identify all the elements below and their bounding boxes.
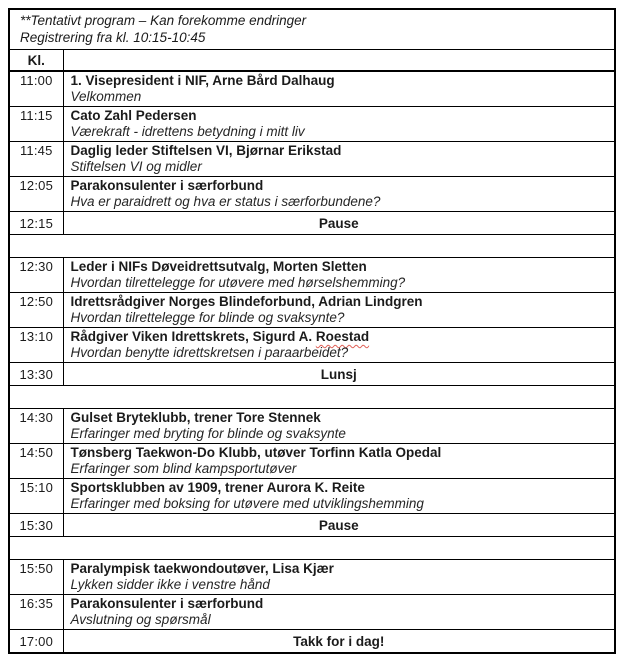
time-cell: 11:45 — [9, 142, 63, 177]
program-note-cell — [9, 9, 615, 50]
session-subtitle: Hva er paraidrett og hva er status i særforbundene? — [70, 193, 381, 209]
schedule-row-takk-1700 — [9, 630, 615, 654]
session-cell — [63, 293, 615, 328]
schedule-row-1510 — [9, 479, 615, 514]
time-cell: 12:50 — [9, 293, 63, 328]
session-cell — [63, 444, 615, 479]
schedule-row-1635 — [9, 595, 615, 630]
time-cell: 17:00 — [9, 630, 63, 654]
session-subtitle: Erfaringer som blind kampsportutøver — [70, 460, 297, 476]
schedule-row-1450 — [9, 444, 615, 479]
time-cell: 12:05 — [9, 177, 63, 212]
spacer-cell — [9, 537, 615, 560]
session-title: 1. Visepresident i NIF, Arne Bård Dalhaug — [70, 73, 335, 88]
session-title: Tønsberg Taekwon-Do Klubb, utøver Torfinn Katla Opedal — [70, 445, 442, 460]
session-title: Leder i NIFs Døveidrettsutvalg, Morten Sletten — [70, 259, 367, 274]
time-cell: 11:00 — [9, 71, 63, 107]
schedule-row-1430 — [9, 409, 615, 444]
session-subtitle: Velkommen — [70, 88, 142, 104]
schedule-row-1550 — [9, 560, 615, 595]
schedule-row-pause-1530 — [9, 514, 615, 537]
schedule-row-1310 — [9, 328, 615, 363]
content-column-header — [63, 50, 615, 72]
session-subtitle: Erfaringer med boksing for utøvere med utviklingshemming — [70, 495, 424, 511]
session-title: Parakonsulenter i særforbund — [70, 178, 264, 193]
break-label: Pause — [63, 212, 615, 235]
time-cell: 14:30 — [9, 409, 63, 444]
time-cell: 16:35 — [9, 595, 63, 630]
session-title: Daglig leder Stiftelsen VI, Bjørnar Erikstad — [70, 143, 342, 158]
session-cell — [63, 71, 615, 107]
session-cell — [63, 107, 615, 142]
spellcheck-flagged-word: Roestad — [315, 329, 370, 344]
schedule-header-row — [9, 50, 615, 72]
session-cell — [63, 177, 615, 212]
session-title: Sportsklubben av 1909, trener Aurora K. Reite — [70, 480, 365, 495]
session-subtitle: Erfaringer med bryting for blinde og svaksynte — [70, 425, 346, 441]
session-cell — [63, 258, 615, 293]
spacer-row — [9, 235, 615, 258]
break-label: Lunsj — [63, 363, 615, 386]
session-cell — [63, 328, 615, 363]
spacer-cell — [9, 386, 615, 409]
session-subtitle: Lykken sidder ikke i venstre hånd — [70, 576, 270, 592]
session-title: Cato Zahl Pedersen — [70, 108, 197, 123]
session-subtitle: Hvordan tilrettelegge for utøvere med hørselshemming? — [70, 274, 406, 290]
session-subtitle: Hvordan benytte idrettskretsen i paraarbeidet? — [70, 344, 349, 360]
time-cell: 11:15 — [9, 107, 63, 142]
time-cell: 14:50 — [9, 444, 63, 479]
session-title: Parakonsulenter i særforbund — [70, 596, 264, 611]
schedule-row-lunsj-1330 — [9, 363, 615, 386]
schedule-row-1230 — [9, 258, 615, 293]
program-note-row — [9, 9, 615, 50]
closing-label: Takk for i dag! — [63, 630, 615, 654]
time-cell: 13:10 — [9, 328, 63, 363]
program-schedule-table — [8, 8, 616, 654]
break-label: Pause — [63, 514, 615, 537]
spacer-row — [9, 537, 615, 560]
schedule-row-1205 — [9, 177, 615, 212]
time-cell: 12:30 — [9, 258, 63, 293]
session-title: Gulset Bryteklubb, trener Tore Stennek — [70, 410, 321, 425]
schedule-row-pause-1215 — [9, 212, 615, 235]
time-cell: 12:15 — [9, 212, 63, 235]
time-cell: 15:10 — [9, 479, 63, 514]
spacer-cell — [9, 235, 615, 258]
session-title: Idrettsrådgiver Norges Blindeforbund, Adrian Lindgren — [70, 294, 423, 309]
tentative-program-note: **Tentativt program – Kan forekomme endringer — [20, 13, 307, 28]
schedule-row-1100 — [9, 71, 615, 107]
session-subtitle: Stiftelsen VI og midler — [70, 158, 202, 174]
session-subtitle: Værekraft - idrettens betydning i mitt liv — [70, 123, 305, 139]
session-subtitle: Hvordan tilrettelegge for blinde og svaksynte? — [70, 309, 345, 325]
session-cell — [63, 409, 615, 444]
session-title — [71, 329, 608, 345]
session-title: Paralympisk taekwondoutøver, Lisa Kjær — [70, 561, 334, 576]
session-title-prefix: Rådgiver Viken Idrettskrets, Sigurd A. — [70, 329, 316, 344]
spacer-row — [9, 386, 615, 409]
time-cell: 13:30 — [9, 363, 63, 386]
session-subtitle: Avslutning og spørsmål — [70, 611, 211, 627]
schedule-row-1145 — [9, 142, 615, 177]
time-column-header: Kl. — [9, 50, 63, 72]
session-cell — [63, 142, 615, 177]
schedule-row-1250 — [9, 293, 615, 328]
schedule-row-1115 — [9, 107, 615, 142]
time-cell: 15:30 — [9, 514, 63, 537]
time-cell: 15:50 — [9, 560, 63, 595]
session-cell — [63, 595, 615, 630]
session-cell — [63, 560, 615, 595]
registration-note: Registrering fra kl. 10:15-10:45 — [20, 30, 206, 45]
session-cell — [63, 479, 615, 514]
